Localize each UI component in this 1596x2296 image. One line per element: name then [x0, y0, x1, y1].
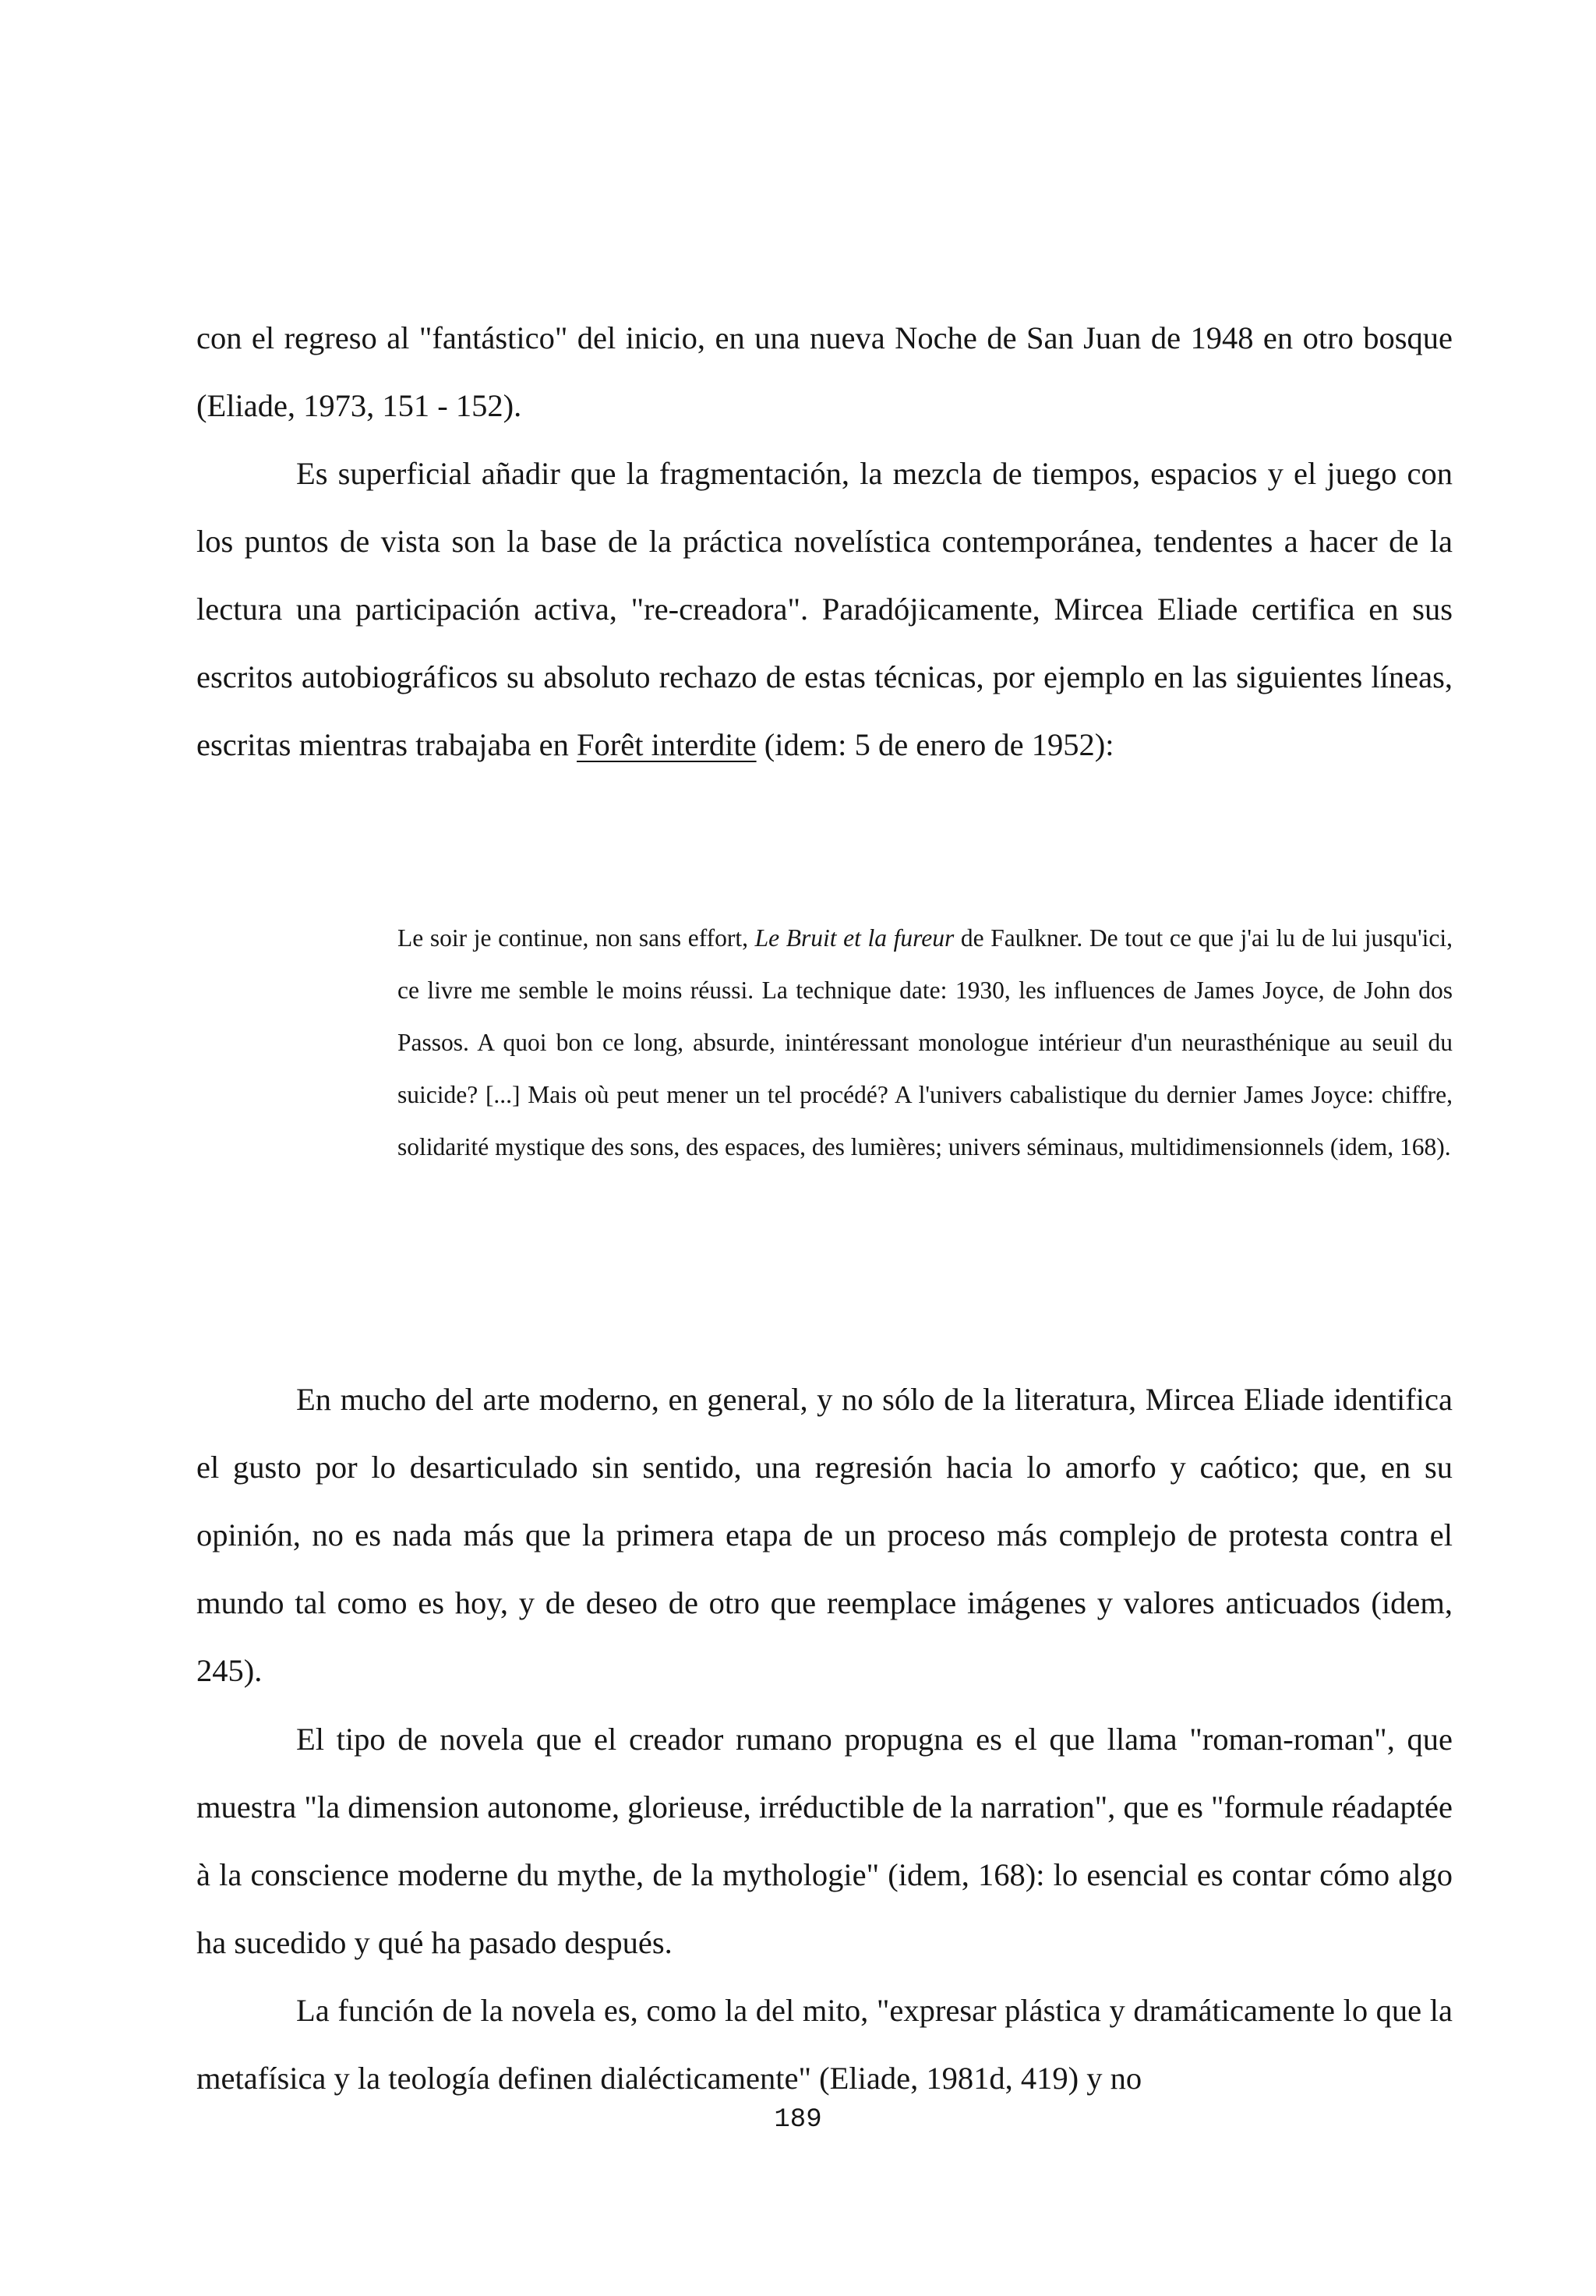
paragraph-text: En mucho del arte moderno, en general, y no sólo de la literatura, Mircea Eliade identifica el gusto por lo desarticulado sin sentido, una regresión hacia lo amorfo y caótico; que, en su opinión, no es nada más que la primera etapa de un proceso más complejo de protesta contra el mundo tal como es hoy, y de deseo de otro que reemplace imágenes y valores anticuados (idem, 245). — [196, 1382, 1453, 1688]
book-title-le-bruit-et-la-fureur: Le Bruit et la fureur — [754, 924, 955, 952]
paragraph-novel-function — [196, 1976, 1453, 2112]
quote-text: de Faulkner. De tout ce que j'ai lu de lui jusqu'ici, ce livre me semble le moins réussi. La technique date: 1930, les influences de James Joyce, de John dos Passos. A quoi bon ce long, absurde, inintéressant monologue intérieur d'un neurasthénique au seuil du suicide? [...] Mais où peut mener un tel procédé? A l'univers cabalistique du dernier James Joyce: chiffre, solidarité mystique des sons, des espaces, des lumières; univers séminaus, multidimensionnels (idem, 168). — [397, 924, 1453, 1160]
book-title-foret-interdite: Forêt interdite — [577, 727, 757, 762]
block-quote — [397, 912, 1453, 1173]
paragraph-continuation — [196, 304, 1453, 440]
quote-text: Le soir je continue, non sans effort, — [397, 924, 755, 952]
page-number: 189 — [774, 2105, 822, 2135]
paragraph-text: con el regreso al "fantástico" del inicio, en una nueva Noche de San Juan de 1948 en otro bosque (Eliade, 1973, 151 - 152). — [196, 320, 1453, 423]
paragraph-text: Es superficial añadir que la fragmentación, la mezcla de tiempos, espacios y el juego con los puntos de vista son la base de la práctica novelística contemporánea, tendentes a hacer de la lectura una participación activa, "re-creadora". Paradójicamente, Mircea Eliade certifica en sus escritos autobiográficos su absoluto rechazo de estas técnicas, por ejemplo en las siguientes líneas, escritas mientras trabajaba en — [196, 456, 1453, 762]
paragraph-text: La función de la novela es, como la del mito, "expresar plástica y dramáticamente lo que la metafísica y la teología definen dialécticamente" (Eliade, 1981d, 419) y no — [196, 1993, 1453, 2096]
paragraph-roman-roman — [196, 1705, 1453, 1976]
paragraph-text: El tipo de novela que el creador rumano propugna es el que llama "roman-roman", que muestra "la dimension autonome, glorieuse, irréductible de la narration", que es "formule réadaptée à la conscience moderne du mythe, de la mythologie" (idem, 168): lo esencial es contar cómo algo ha sucedido y qué ha pasado después. — [196, 1722, 1453, 1960]
paragraph-text: (idem: 5 de enero de 1952): — [756, 727, 1114, 762]
paragraph-modern-art — [196, 1365, 1453, 1704]
paragraph-techniques — [196, 440, 1453, 779]
